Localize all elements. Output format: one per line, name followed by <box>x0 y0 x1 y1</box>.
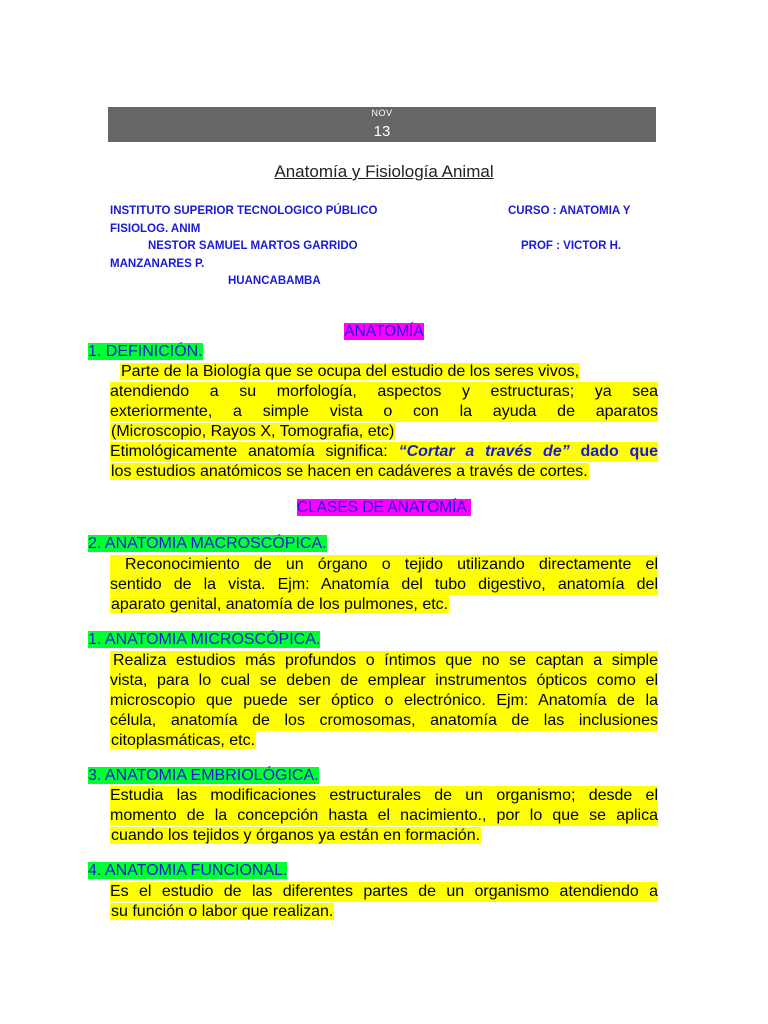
document-title: Anatomía y Fisiología Animal <box>274 162 494 181</box>
date-day: 13 <box>373 123 391 140</box>
macroscopica-heading: 2. ANATOMIA MACROSCÓPICA. <box>88 535 327 552</box>
funcional-heading: 4. ANATOMIA FUNCIONAL. <box>88 862 288 879</box>
definicion-paragraph: Parte de la Biología que se ocupa del estudio de los seres vivos, <box>121 363 580 380</box>
professor-label: PROF : VICTOR H. <box>521 240 622 252</box>
anatomia-heading: ANATOMÍA <box>344 323 424 340</box>
course-name-continued: FISIOLOG. ANIM <box>110 222 201 235</box>
definicion-paragraph-cont: atendiendo a su morfología, aspectos y estructuras; ya sea exteriormente, a simple vista o con la ayuda de aparatos (Microscopio, Rayos X, Tomografia, etc) Etimológicamente anatomía significa: “Cortar a través de” dado que los estudios anatómicos se hacen en cadáveres a través de cortes. <box>110 383 658 480</box>
professor-name-continued: MANZANARES P. <box>110 257 205 270</box>
microscopica-paragraph: Realiza estudios más profundos o íntimos que no se captan a simple vista, para lo cual se deben de emplear instrumentos ópticos como el microscopio que puede ser óptico o electrónico. Ejm: Anatomía de la célula, anatomía de los cromosomas, anatomía de las inclusiones citoplasmáticas, etc. <box>110 652 658 749</box>
date-month: NOV <box>371 108 393 118</box>
document-header <box>110 203 658 291</box>
course-label: CURSO : ANATOMIA Y <box>508 205 631 217</box>
microscopica-heading: 1. ANATOMIA MICROSCÓPICA. <box>88 631 321 648</box>
clases-heading: CLASES DE ANATOMÍA. <box>296 499 472 516</box>
macroscopica-paragraph: Reconocimiento de un órgano o tejido utilizando directamente el sentido de la vista. Ejm: Anatomía del tubo digestivo, anatomía del aparato genital, anatomía de los pulmones, etc. <box>110 556 658 613</box>
definicion-heading: 1. DEFINICIÓN. <box>88 343 203 360</box>
embriologica-heading: 3. ANATOMIA EMBRIOLÓGICA. <box>88 767 319 784</box>
date-band <box>108 107 656 142</box>
funcional-paragraph: Es el estudio de las diferentes partes de un organismo atendiendo a su función o labor que realizan. <box>110 883 658 920</box>
student-name: NESTOR SAMUEL MARTOS GARRIDO <box>148 240 358 252</box>
embriologica-paragraph: Estudia las modificaciones estructurales de un organismo; desde el momento de la concepción hasta el nacimiento., por lo que se aplica cuando los tejidos y órganos ya están en formación. <box>110 787 658 844</box>
institution-name: INSTITUTO SUPERIOR TECNOLOGICO PÚBLICO <box>110 205 378 217</box>
location: HUANCABAMBA <box>228 275 321 287</box>
